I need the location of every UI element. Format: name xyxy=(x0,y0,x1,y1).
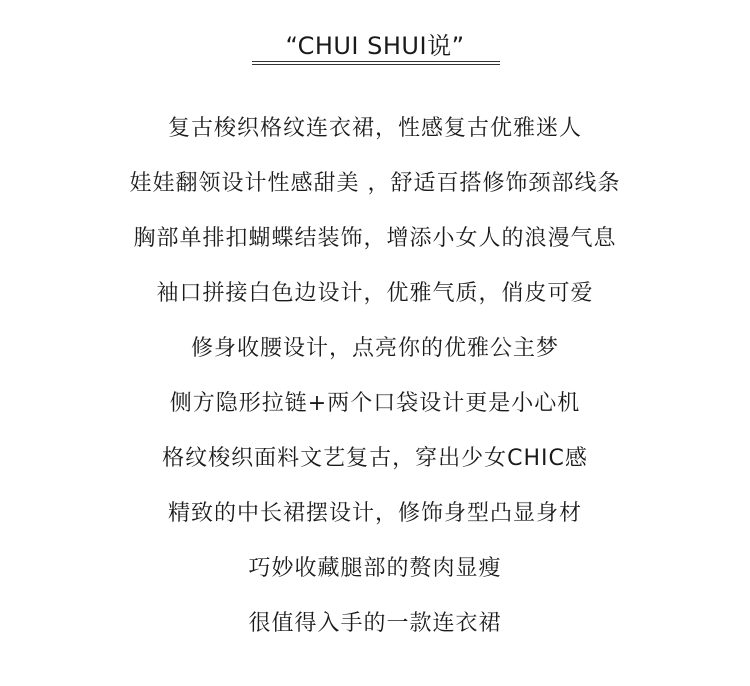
feature-line: 袖口拼接白色边设计，优雅气质，俏皮可爱 xyxy=(156,281,594,306)
header xyxy=(0,0,750,80)
page-title: “CHUI SHUI说” xyxy=(285,32,465,60)
feature-line: 很值得入手的一款连衣裙 xyxy=(248,611,502,636)
title-divider-bottom xyxy=(252,64,500,65)
feature-line: 修身收腰设计，点亮你的优雅公主梦 xyxy=(190,336,559,361)
feature-line: 精致的中长裙摆设计，修饰身型凸显身材 xyxy=(167,501,582,526)
feature-line: 巧妙收藏腿部的赘肉显瘦 xyxy=(248,556,502,581)
title-divider-top xyxy=(252,61,500,62)
feature-line: 胸部单排扣蝴蝶结装饰，增添小女人的浪漫气息 xyxy=(133,226,617,251)
feature-line: 复古梭织格纹连衣裙，性感复古优雅迷人 xyxy=(167,116,582,141)
feature-line: 格纹梭织面料文艺复古，穿出少女CHIC感 xyxy=(162,446,588,471)
feature-line: 侧方隐形拉链+两个口袋设计更是小心机 xyxy=(169,391,581,416)
feature-list xyxy=(0,110,750,660)
feature-line: 娃娃翻领设计性感甜美 ，舒适百搭修饰颈部线条 xyxy=(129,171,621,196)
